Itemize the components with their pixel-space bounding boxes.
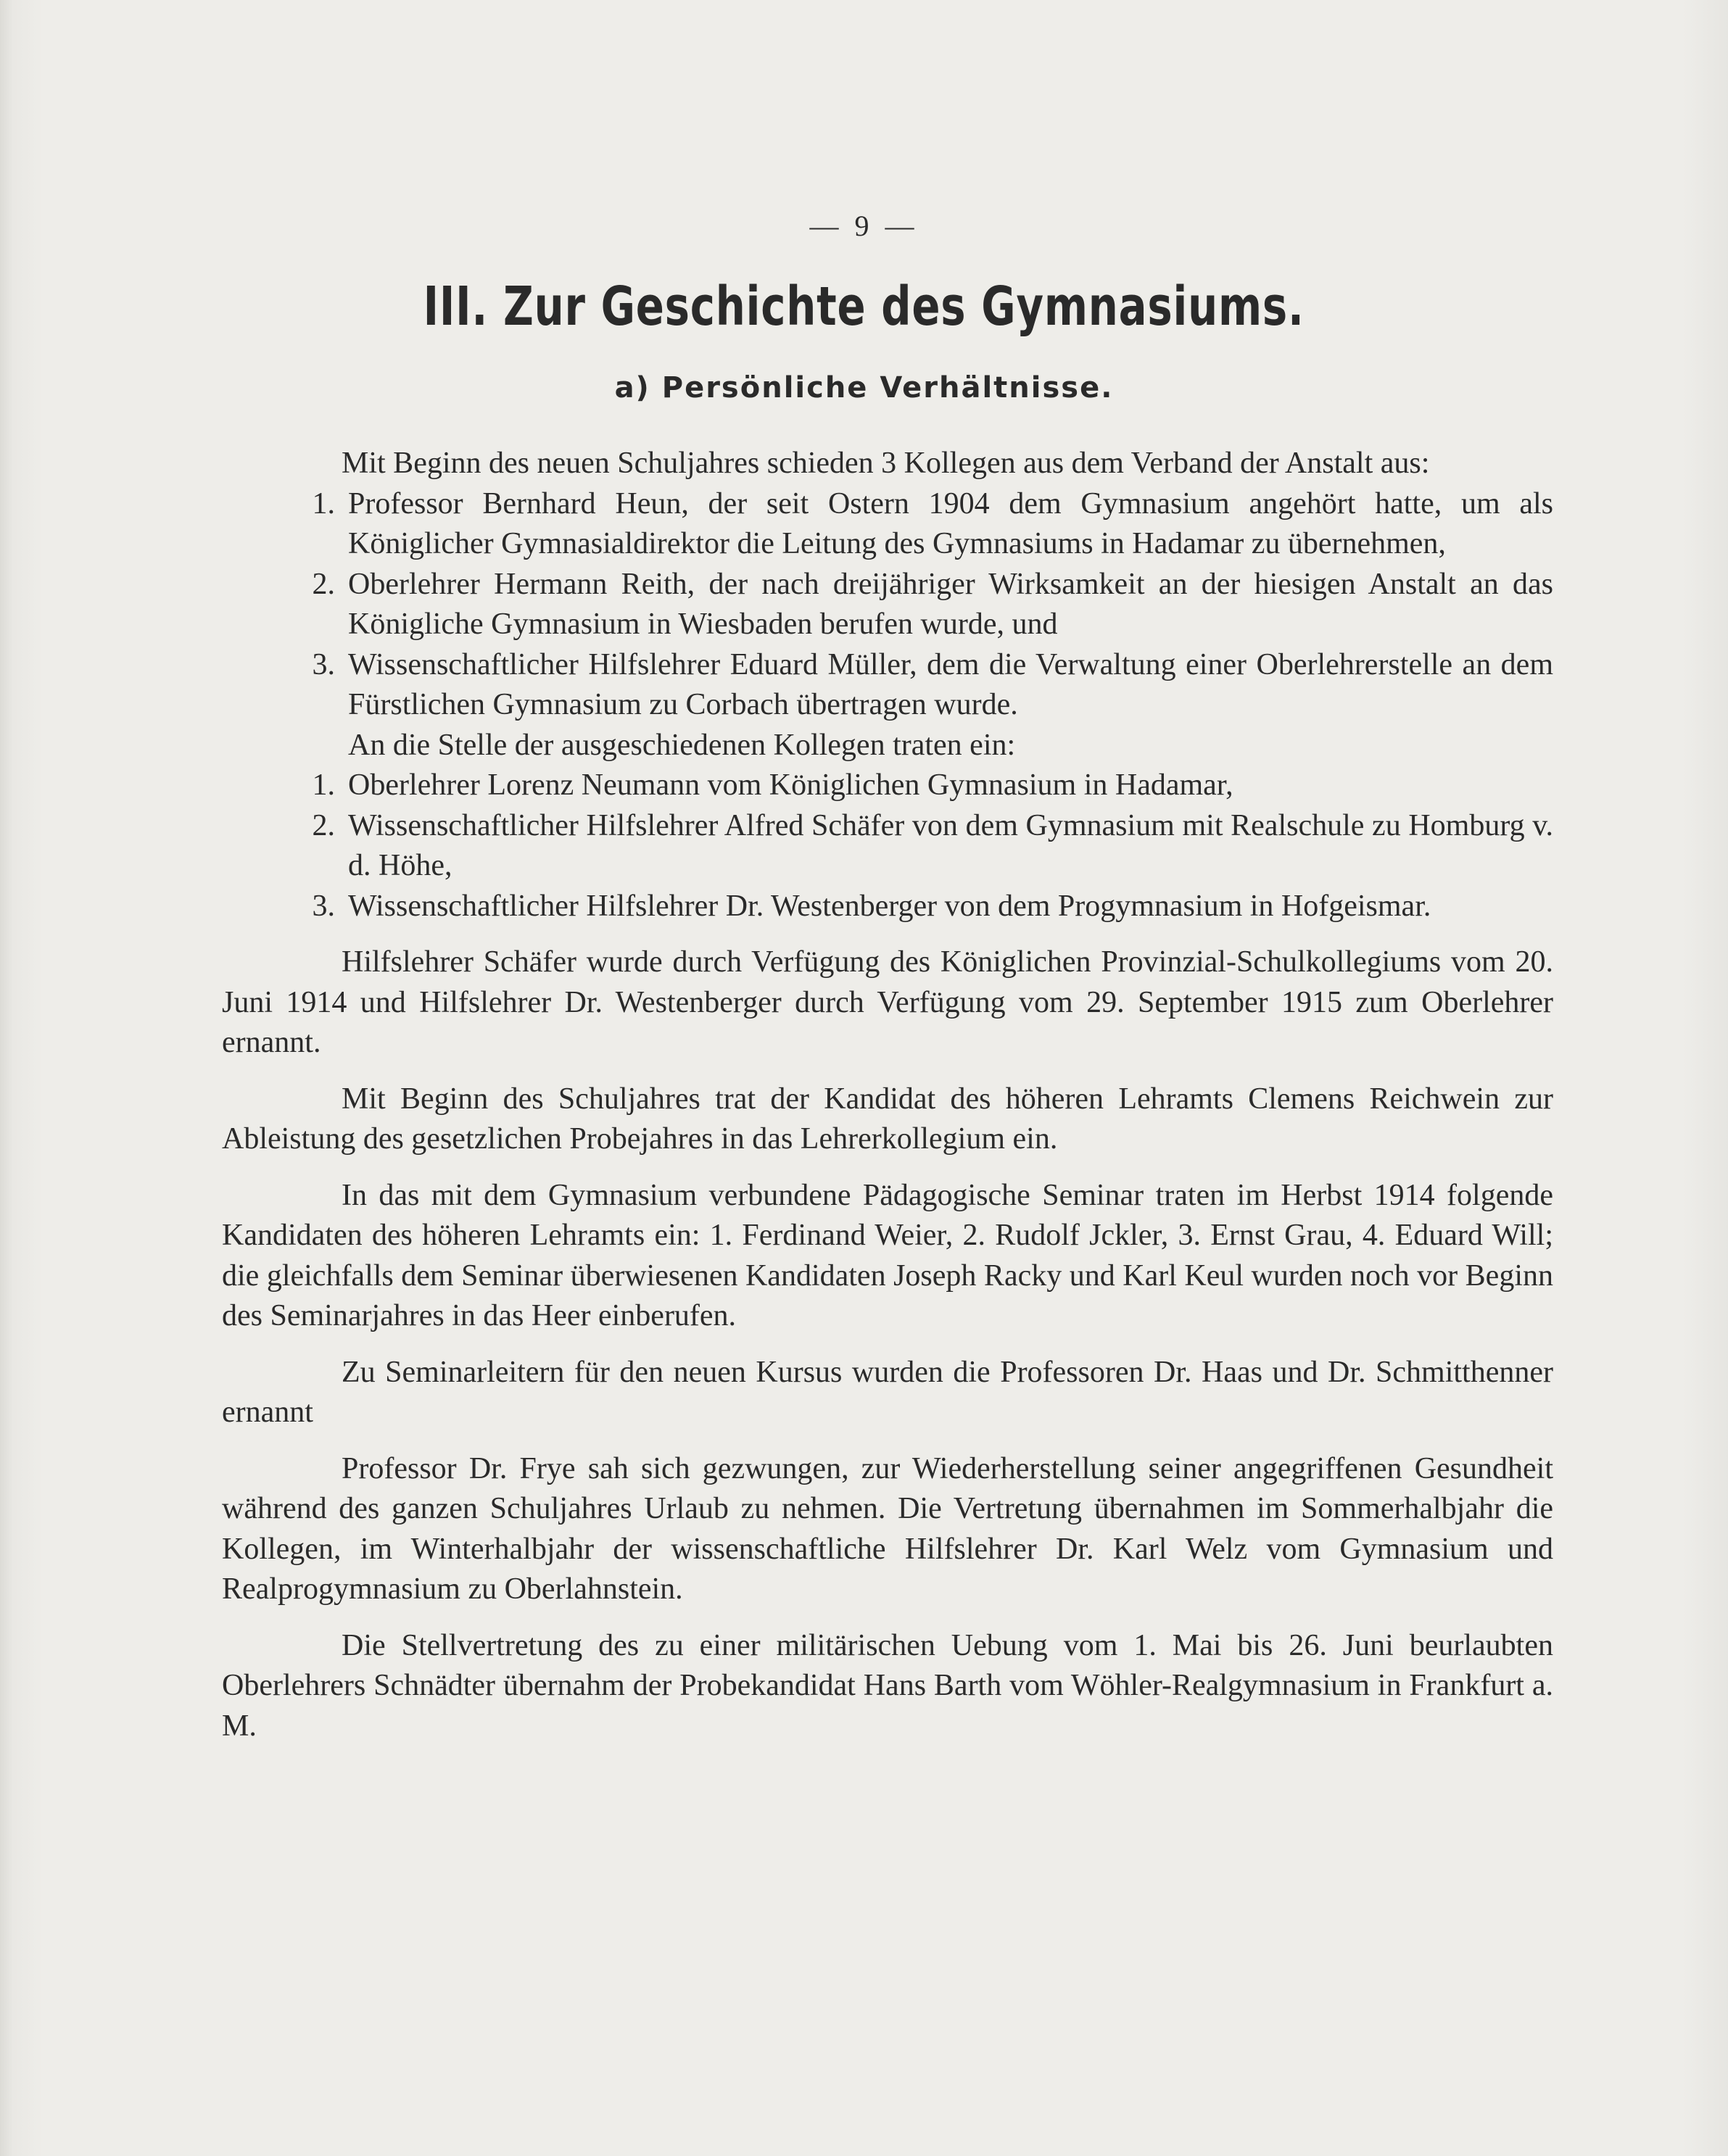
arrival-item bbox=[222, 806, 1553, 887]
arrival-item bbox=[222, 766, 1553, 806]
body-paragraph: Zu Seminarleitern für den neuen Kursus wurden die Professoren Dr. Haas und Dr. Schmitthenner ernannt bbox=[222, 1355, 1553, 1429]
body-paragraph: Mit Beginn des Schuljahres trat der Kandidat des höheren Lehramts Clemens Reichwein zur Ableistung des gesetzlichen Probejahres in das Lehrerkollegium ein. bbox=[222, 1082, 1553, 1156]
body-paragraph: In das mit dem Gymnasium verbundene Pädagogische Seminar traten im Herbst 1914 folgende Kandidaten des höheren Lehramts ein: 1. Ferdinand Weier, 2. Rudolf Jckler, 3. Ernst Grau, 4. Eduard Will; die gleichfalls dem Seminar überwiesenen Kandidaten Joseph Racky und Karl Keul wurden noch vor Beginn des Seminarjahres in das Heer einberufen. bbox=[222, 1178, 1553, 1332]
list-number: 2. bbox=[312, 808, 335, 842]
body-paragraph: Die Stellvertretung des zu einer militärischen Uebung vom 1. Mai bis 26. Juni beurlaubten Oberlehrers Schnädter übernahm der Probekandidat Hans Barth vom Wöhler-Realgymnasium in Frankfurt a. M. bbox=[222, 1628, 1553, 1743]
list-number: 2. bbox=[312, 567, 335, 601]
departed-item bbox=[222, 484, 1553, 565]
body-paragraph: Hilfslehrer Schäfer wurde durch Verfügung des Königlichen Provinzial-Schulkollegiums vom 20. Juni 1914 und Hilfslehrer Dr. Westenberger durch Verfügung vom 29. September 1915 zum Oberlehrer ernannt. bbox=[222, 945, 1553, 1059]
list-number: 1. bbox=[312, 486, 335, 521]
list-text: Professor Bernhard Heun, der seit Ostern 1904 dem Gymnasium angehört hatte, um als Königlicher Gymnasialdirektor die Leitung des Gymnasiums in Hadamar zu übernehmen, bbox=[348, 486, 1553, 560]
list-text: Wissenschaftlicher Hilfslehrer Dr. Westenberger von dem Progymnasium in Hofgeismar. bbox=[348, 889, 1431, 923]
list-number: 1. bbox=[312, 768, 335, 802]
arrival-item-wrapped bbox=[222, 887, 1553, 927]
list-number: 3. bbox=[312, 889, 335, 923]
departed-item bbox=[222, 645, 1553, 726]
section-subtitle: a) Persönliche Verhältnisse. bbox=[614, 371, 1114, 405]
body-paragraph: Professor Dr. Frye sah sich gezwungen, zur Wiederherstellung seiner angegriffenen Gesundheit während des ganzen Schuljahres Urlaub zu nehmen. Die Vertretung übernahmen im Sommerhalbjahr die Kollegen, im Winterhalbjahr der wissenschaftliche Hilfslehrer Dr. Karl Welz vom Gymnasium und Realprogymnasium zu Oberlahnstein. bbox=[222, 1451, 1553, 1606]
page-number: — 9 — bbox=[809, 210, 919, 242]
list-text: Oberlehrer Lorenz Neumann vom Königlichen Gymnasium in Hadamar, bbox=[348, 768, 1233, 802]
section-title: III. Zur Geschichte des Gymnasiums. bbox=[423, 275, 1305, 338]
intro-paragraph: Mit Beginn des neuen Schuljahres schieden 3 Kollegen aus dem Verband der Anstalt aus: bbox=[342, 447, 1430, 480]
list-number: 3. bbox=[312, 647, 335, 681]
list-text: Oberlehrer Hermann Reith, der nach dreijähriger Wirksamkeit an der hiesigen Anstalt an das Königliche Gymnasium in Wiesbaden berufen wurde, und bbox=[348, 567, 1553, 641]
arrivals-intro: An die Stelle der ausgeschiedenen Kollegen traten ein: bbox=[348, 728, 1016, 762]
list-text: Wissenschaftlicher Hilfslehrer Alfred Schäfer von dem Gymnasium mit Realschule zu Homburg v. d. Höhe, bbox=[348, 808, 1553, 882]
document-body bbox=[222, 444, 1553, 1746]
departed-item bbox=[222, 565, 1553, 645]
list-text: Wissenschaftlicher Hilfslehrer Eduard Müller, dem die Verwaltung einer Oberlehrerstelle an dem Fürstlichen Gymnasium zu Corbach übertragen wurde. bbox=[348, 647, 1553, 721]
